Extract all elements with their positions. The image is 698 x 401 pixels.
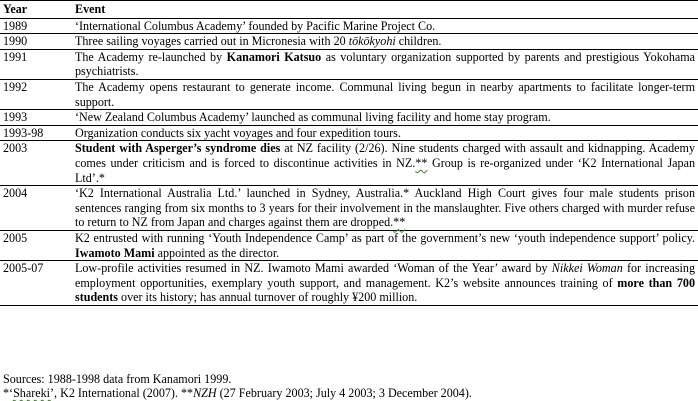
table-header-row [0, 1, 698, 19]
table-row [0, 79, 698, 109]
text-run: ‘International Columbus Academy’ founded by Pacific Marine Project Co. [75, 18, 436, 33]
text-run: children. [395, 34, 442, 49]
timeline-rows [0, 18, 698, 305]
event-column-header: Event [75, 2, 106, 16]
italic-text: tōkōkyohi [348, 34, 396, 49]
text-run: ‘K2 International Australia Ltd.’ launched in Sydney, Australia.* Auckland High Court gives four male students prison sentences ranging from six months to 3 years for their involvement in the manslaughter. Five others charged with murder refuse to return to NZ from Japan and charges against them are dropped. [75, 186, 695, 230]
year-cell: 1992 [3, 79, 28, 94]
text-run: K2 entrusted with running ‘Youth Independence Camp’ as part of the government’s new ‘youth independence support’ policy. [75, 230, 695, 245]
year-cell: 2003 [3, 141, 28, 156]
year-cell: 2005-07 [3, 261, 44, 276]
event-cell [72, 49, 698, 79]
text-run: over its history; has annual turnover of roughly ¥200 million. [118, 290, 418, 305]
year-cell: 1993 [3, 110, 28, 125]
event-cell [72, 34, 698, 50]
year-cell: 1990 [3, 34, 28, 49]
italic-text: Nikkei Woman [551, 261, 623, 276]
sources-line: Sources: 1988-1998 data from Kanamori 1999. [3, 372, 232, 386]
bold-text: more than 700 students [75, 275, 695, 305]
spellcheck-flagged-text: ‘Shareki’ [9, 386, 55, 400]
table-row [0, 49, 698, 79]
year-cell: 1989 [3, 18, 28, 33]
event-cell [72, 230, 698, 260]
text-run: , K2 International (2007). ** [54, 386, 194, 400]
event-cell [72, 125, 698, 141]
year-cell: 2004 [3, 186, 28, 201]
table-row [0, 230, 698, 260]
text-run: * [3, 386, 10, 400]
spellcheck-flagged-text: ** [393, 215, 406, 230]
event-cell [72, 110, 698, 126]
year-cell: 1991 [3, 49, 28, 64]
table-row [0, 261, 698, 306]
text-run: Three sailing voyages carried out in Micronesia with 20 [75, 34, 349, 49]
year-cell: 2005 [3, 230, 28, 245]
spellcheck-flagged-text: ** [415, 155, 428, 170]
text-run: as voluntary organization supported by parents and prestigious Yokohama psychiatrists. [75, 49, 696, 79]
text-run: ‘New Zealand Columbus Academy’ launched as communal living facility and home stay program. [75, 110, 551, 125]
references-line [3, 386, 472, 401]
bold-text: Iwamoto Mami [75, 245, 155, 260]
bold-text: Kanamori Katsuo [226, 49, 322, 64]
event-cell [72, 18, 698, 34]
event-cell [72, 186, 698, 231]
text-run: appointed as the director. [154, 245, 280, 260]
event-cell [72, 261, 698, 306]
italic-text: NZH [193, 386, 217, 400]
year-column-header: Year [3, 2, 28, 16]
text-run: The Academy opens restaurant to generate income. Communal living begun in nearby apartments to facilitate longer-term support. [75, 79, 695, 109]
event-cell [72, 141, 698, 186]
text-run: The Academy re-launched by [75, 49, 227, 64]
year-cell: 1993-98 [3, 125, 44, 140]
text-run: Low-profile activities resumed in NZ. Iwamoto Mami awarded ‘Woman of the Year’ award by [75, 261, 552, 276]
text-run: Organization conducts six yacht voyages and four expedition tours. [75, 125, 401, 140]
table-row [0, 125, 698, 141]
text-run: at NZ facility (2/26). Nine students charged with assault and kidnapping. Academy comes under criticism and is forced to discontinue activities in NZ. [75, 141, 695, 170]
table-row [0, 186, 698, 231]
text-run: for increasing employment opportunities, exemplary youth support, and management. K2’s website announces training of [75, 261, 695, 290]
text-run: (27 February 2003; July 4 2003; 3 December 2004). [216, 386, 472, 400]
table-row [0, 34, 698, 50]
table-row [0, 110, 698, 126]
bold-text: Student with Asperger’s syndrome dies [75, 141, 281, 156]
table-row [0, 18, 698, 34]
event-cell [72, 79, 698, 109]
table-row [0, 141, 698, 186]
text-run: Group is re-organized under ‘K2 International Japan Ltd’.* [75, 155, 695, 185]
